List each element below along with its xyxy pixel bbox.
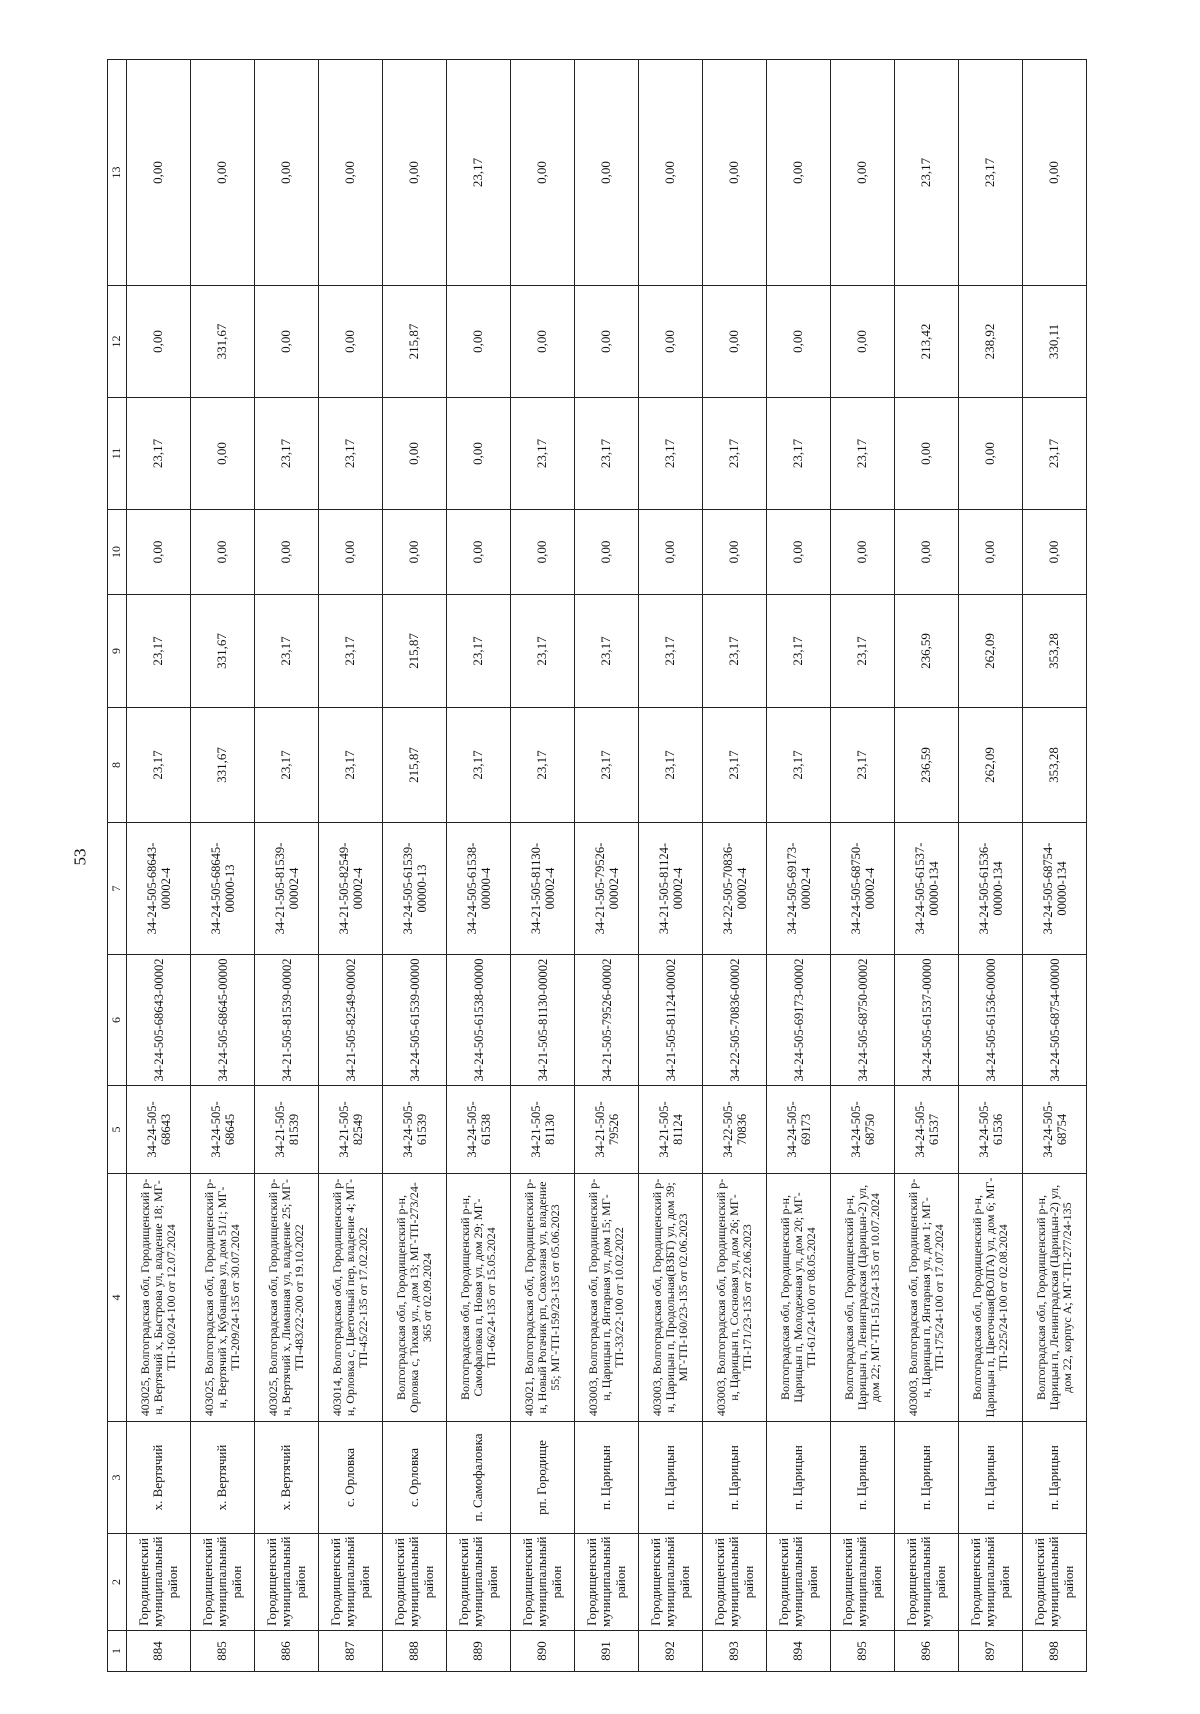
table-row [383,60,447,1672]
value-col13: 0,00 [831,60,895,286]
address-cell: Волгоградская обл, Городищенский р-н, Царицын п, Ленинградская (Царицын-2) ул, дом 22; МГ-ТП-151/24-135 от 10.07.2024 [831,1174,895,1422]
value-col13: 23,17 [447,60,511,286]
value-col10: 0,00 [895,510,959,595]
code-col6: 34-24-505-69173-00002 [767,955,831,1086]
value-col11: 23,17 [831,398,895,510]
value-col9: 353,28 [1023,595,1087,708]
column-number-row [108,60,127,1672]
value-col12: 0,00 [319,286,383,398]
locality-cell: п. Царицын [959,1422,1023,1534]
value-col11: 23,17 [1023,398,1087,510]
value-col10: 0,00 [319,510,383,595]
code-col7: 34-24-505-61536-00000-134 [959,823,1023,955]
code-col5: 34-24-505-61537 [895,1086,959,1174]
code-col5: 34-24-505-61538 [447,1086,511,1174]
value-col13: 0,00 [383,60,447,286]
code-col5: 34-22-505-70836 [703,1086,767,1174]
value-col10: 0,00 [191,510,255,595]
code-col7: 34-24-505-61539-00000-13 [383,823,447,955]
page-number-text: 53 [70,848,89,866]
locality-cell: п. Царицын [575,1422,639,1534]
code-col5: 34-21-505-79526 [575,1086,639,1174]
row-number: 889 [447,1631,511,1672]
value-col10: 0,00 [639,510,703,595]
locality-cell: х. Вертячий [127,1422,191,1534]
value-col12: 0,00 [703,286,767,398]
col-number: 6 [108,955,127,1086]
value-col8: 236,59 [895,708,959,823]
col-number: 2 [108,1534,127,1631]
value-col9: 236,59 [895,595,959,708]
address-cell: 403014, Волгоградская обл, Городищенский р-н, Орловка с, Цветочный пер, владение 4; МГ-ТП-45/22-135 от 17.02.2022 [319,1174,383,1422]
value-col10: 0,00 [959,510,1023,595]
table-row [319,60,383,1672]
address-cell: 403003, Волгоградская обл, Городищенский р-н, Царицын п, Сосновая ул, дом 26; МГ-ТП-171/23-135 от 22.06.2023 [703,1174,767,1422]
value-col9: 23,17 [255,595,319,708]
code-col6: 34-21-505-81124-00002 [639,955,703,1086]
district-cell: Городищенский муниципальный район [511,1534,575,1631]
value-col12: 330,11 [1023,286,1087,398]
value-col9: 23,17 [703,595,767,708]
value-col8: 23,17 [127,708,191,823]
table-row [511,60,575,1672]
value-col12: 238,92 [959,286,1023,398]
code-col6: 34-24-505-61539-00000 [383,955,447,1086]
locality-cell: х. Вертячий [191,1422,255,1534]
locality-cell: п. Царицын [639,1422,703,1534]
value-col8: 23,17 [447,708,511,823]
value-col13: 0,00 [319,60,383,286]
code-col7: 34-21-505-81539-00002-4 [255,823,319,955]
col-number: 8 [108,708,127,823]
locality-cell: п. Царицын [895,1422,959,1534]
table-row [255,60,319,1672]
col-number: 9 [108,595,127,708]
value-col12: 0,00 [831,286,895,398]
value-col10: 0,00 [767,510,831,595]
code-col5: 34-24-505-68754 [1023,1086,1087,1174]
address-cell: Волгоградская обл, Городищенский р-н, Царицын п, Молодежная ул, дом 20; МГ-ТП-61/24-100 от 08.05.2024 [767,1174,831,1422]
address-cell: 403003, Волгоградская обл, Городищенский р-н, Царицын п, Янтарная ул, дом 15; МГ-ТП-33/22-100 от 10.02.2022 [575,1174,639,1422]
locality-cell: с. Орловка [383,1422,447,1534]
value-col13: 23,17 [895,60,959,286]
locality-cell: х. Вертячий [255,1422,319,1534]
address-cell: 403003, Волгоградская обл, Городищенский р-н, Царицын п, Продольная(ВЗБТ) ул, дом 39; МГ-ТП-160/23-135 от 02.06.2023 [639,1174,703,1422]
value-col8: 23,17 [511,708,575,823]
address-cell: 403021, Волгоградская обл, Городищенский р-н, Новый Рогачик рп, Совхозная ул, владение 55; МГ-ТП-159/23-135 от 05.06.2023 [511,1174,575,1422]
code-col6: 34-24-505-68754-00000 [1023,955,1087,1086]
district-cell: Городищенский муниципальный район [831,1534,895,1631]
row-number: 892 [639,1631,703,1672]
district-cell: Городищенский муниципальный район [959,1534,1023,1631]
value-col11: 23,17 [511,398,575,510]
code-col7: 34-21-505-79526-00002-4 [575,823,639,955]
table-row [127,60,191,1672]
value-col8: 23,17 [639,708,703,823]
address-cell: 403003, Волгоградская обл, Городищенский р-н, Царицын п, Янтарная ул, дом 1; МГ-ТП-175/24-100 от 17.07.2024 [895,1174,959,1422]
locality-cell: п. Царицын [831,1422,895,1534]
code-col6: 34-21-505-79526-00002 [575,955,639,1086]
district-cell: Городищенский муниципальный район [1023,1534,1087,1631]
row-number: 891 [575,1631,639,1672]
district-cell: Городищенский муниципальный район [895,1534,959,1631]
value-col12: 0,00 [767,286,831,398]
table-body [108,60,1087,1672]
address-cell: Волгоградская обл, Городищенский р-н, Самофаловка п, Новая ул, дом 29; МГ-ТП-66/24-135 от 15.05.2024 [447,1174,511,1422]
col-number: 4 [108,1174,127,1422]
address-cell: Волгоградская обл, Городищенский р-н, Орловка с, Тихая ул., дом 13; МГ-ТП-273/24-365 от 02.09.2024 [383,1174,447,1422]
value-col13: 0,00 [767,60,831,286]
address-cell: 403025, Волгоградская обл, Городищенский р-н, Вертячий х, Лиманная ул, владение 25; МГ-ТП-483/22-200 от 19.10.2022 [255,1174,319,1422]
code-col6: 34-24-505-68750-00002 [831,955,895,1086]
value-col13: 23,17 [959,60,1023,286]
page-number [60,827,100,887]
value-col13: 0,00 [639,60,703,286]
value-col11: 23,17 [639,398,703,510]
value-col8: 23,17 [703,708,767,823]
code-col5: 34-21-505-81539 [255,1086,319,1174]
district-cell: Городищенский муниципальный район [575,1534,639,1631]
value-col11: 0,00 [959,398,1023,510]
value-col8: 23,17 [767,708,831,823]
value-col9: 23,17 [127,595,191,708]
value-col13: 0,00 [191,60,255,286]
code-col5: 34-21-505-81124 [639,1086,703,1174]
value-col10: 0,00 [831,510,895,595]
table-row [959,60,1023,1672]
value-col11: 23,17 [319,398,383,510]
code-col6: 34-24-505-61537-00000 [895,955,959,1086]
address-cell: 403025, Волгоградская обл, Городищенский р-н, Вертячий х, Быстрова ул, владение 18; МГ-ТП-160/24-100 от 12.07.2024 [127,1174,191,1422]
code-col6: 34-21-505-82549-00002 [319,955,383,1086]
value-col8: 23,17 [319,708,383,823]
district-cell: Городищенский муниципальный район [703,1534,767,1631]
value-col10: 0,00 [511,510,575,595]
value-col8: 331,67 [191,708,255,823]
address-cell: Волгоградская обл, Городищенский р-н, Царицын п, Ленинградская (Царицын-2) ул, дом 22, корпус А; МГ-ТП-277/24-135 [1023,1174,1087,1422]
col-number: 11 [108,398,127,510]
value-col13: 0,00 [703,60,767,286]
value-col11: 23,17 [703,398,767,510]
rotated-table-container [107,60,1087,1672]
col-number: 10 [108,510,127,595]
code-col7: 34-21-505-81124-00002-4 [639,823,703,955]
value-col13: 0,00 [1023,60,1087,286]
value-col8: 353,28 [1023,708,1087,823]
table-row [191,60,255,1672]
row-number: 887 [319,1631,383,1672]
locality-cell: п. Царицын [703,1422,767,1534]
table-row [575,60,639,1672]
value-col12: 0,00 [255,286,319,398]
table-row [447,60,511,1672]
value-col11: 0,00 [447,398,511,510]
col-number: 12 [108,286,127,398]
value-col11: 0,00 [895,398,959,510]
value-col9: 23,17 [511,595,575,708]
value-col12: 213,42 [895,286,959,398]
code-col7: 34-24-505-68754-00000-134 [1023,823,1087,955]
value-col11: 23,17 [127,398,191,510]
value-col11: 23,17 [255,398,319,510]
code-col5: 34-24-505-68643 [127,1086,191,1174]
col-number: 3 [108,1422,127,1534]
value-col8: 23,17 [255,708,319,823]
table-row [895,60,959,1672]
code-col6: 34-22-505-70836-00002 [703,955,767,1086]
row-number: 895 [831,1631,895,1672]
value-col12: 0,00 [127,286,191,398]
value-col12: 0,00 [511,286,575,398]
code-col7: 34-24-505-68750-00002-4 [831,823,895,955]
code-col5: 34-24-505-69173 [767,1086,831,1174]
code-col5: 34-24-505-68750 [831,1086,895,1174]
table-row [703,60,767,1672]
value-col13: 0,00 [127,60,191,286]
district-cell: Городищенский муниципальный район [383,1534,447,1631]
code-col7: 34-24-505-61538-00000-4 [447,823,511,955]
value-col11: 23,17 [575,398,639,510]
row-number: 886 [255,1631,319,1672]
value-col10: 0,00 [383,510,447,595]
value-col10: 0,00 [447,510,511,595]
table-row [639,60,703,1672]
value-col10: 0,00 [703,510,767,595]
code-col7: 34-24-505-68643-00002-4 [127,823,191,955]
col-number: 7 [108,823,127,955]
address-cell: 403025, Волгоградская обл, Городищенский р-н, Вертячий х, Кубанцева ул, дом 51/1; МГ-ТП-209/24-135 от 30.07.2024 [191,1174,255,1422]
value-col13: 0,00 [575,60,639,286]
code-col6: 34-24-505-61536-00000 [959,955,1023,1086]
table-row [831,60,895,1672]
district-cell: Городищенский муниципальный район [127,1534,191,1631]
district-cell: Городищенский муниципальный район [191,1534,255,1631]
code-col5: 34-24-505-61536 [959,1086,1023,1174]
code-col6: 34-24-505-68645-00000 [191,955,255,1086]
value-col13: 0,00 [511,60,575,286]
locality-cell: п. Самофаловка [447,1422,511,1534]
row-number: 894 [767,1631,831,1672]
code-col7: 34-21-505-81130-00002-4 [511,823,575,955]
register-table [107,59,1087,1672]
value-col8: 23,17 [575,708,639,823]
value-col13: 0,00 [255,60,319,286]
code-col5: 34-21-505-82549 [319,1086,383,1174]
value-col9: 23,17 [447,595,511,708]
value-col9: 215,87 [383,595,447,708]
district-cell: Городищенский муниципальный район [255,1534,319,1631]
value-col8: 262,09 [959,708,1023,823]
locality-cell: п. Царицын [1023,1422,1087,1534]
code-col6: 34-21-505-81539-00002 [255,955,319,1086]
code-col7: 34-24-505-61537-00000-134 [895,823,959,955]
address-cell: Волгоградская обл, Городищенский р-н, Царицын п, Цветочная(ВОЛГА) ул, дом 6; МГ-ТП-225/24-100 от 02.08.2024 [959,1174,1023,1422]
district-cell: Городищенский муниципальный район [319,1534,383,1631]
locality-cell: рп. Городище [511,1422,575,1534]
district-cell: Городищенский муниципальный район [639,1534,703,1631]
col-number: 1 [108,1631,127,1672]
row-number: 885 [191,1631,255,1672]
code-col6: 34-24-505-61538-00000 [447,955,511,1086]
locality-cell: с. Орловка [319,1422,383,1534]
value-col9: 23,17 [639,595,703,708]
value-col12: 215,87 [383,286,447,398]
code-col7: 34-24-505-69173-00002-4 [767,823,831,955]
row-number: 896 [895,1631,959,1672]
value-col10: 0,00 [575,510,639,595]
value-col9: 262,09 [959,595,1023,708]
code-col6: 34-21-505-81130-00002 [511,955,575,1086]
value-col8: 23,17 [831,708,895,823]
district-cell: Городищенский муниципальный район [767,1534,831,1631]
table-row [1023,60,1087,1672]
code-col5: 34-21-505-81130 [511,1086,575,1174]
value-col12: 0,00 [575,286,639,398]
value-col12: 0,00 [639,286,703,398]
locality-cell: п. Царицын [767,1422,831,1534]
value-col12: 331,67 [191,286,255,398]
row-number: 888 [383,1631,447,1672]
value-col10: 0,00 [255,510,319,595]
row-number: 898 [1023,1631,1087,1672]
col-number: 5 [108,1086,127,1174]
value-col11: 23,17 [767,398,831,510]
row-number: 897 [959,1631,1023,1672]
code-col7: 34-21-505-82549-00002-4 [319,823,383,955]
row-number: 884 [127,1631,191,1672]
value-col10: 0,00 [127,510,191,595]
value-col9: 23,17 [767,595,831,708]
value-col10: 0,00 [1023,510,1087,595]
value-col9: 23,17 [575,595,639,708]
code-col5: 34-24-505-61539 [383,1086,447,1174]
value-col12: 0,00 [447,286,511,398]
value-col9: 331,67 [191,595,255,708]
col-number: 13 [108,60,127,286]
row-number: 893 [703,1631,767,1672]
value-col11: 0,00 [191,398,255,510]
value-col11: 0,00 [383,398,447,510]
value-col9: 23,17 [831,595,895,708]
code-col7: 34-22-505-70836-00002-4 [703,823,767,955]
table-row [767,60,831,1672]
code-col6: 34-24-505-68643-00002 [127,955,191,1086]
row-number: 890 [511,1631,575,1672]
code-col5: 34-24-505-68645 [191,1086,255,1174]
code-col7: 34-24-505-68645-00000-13 [191,823,255,955]
value-col8: 215,87 [383,708,447,823]
value-col9: 23,17 [319,595,383,708]
district-cell: Городищенский муниципальный район [447,1534,511,1631]
